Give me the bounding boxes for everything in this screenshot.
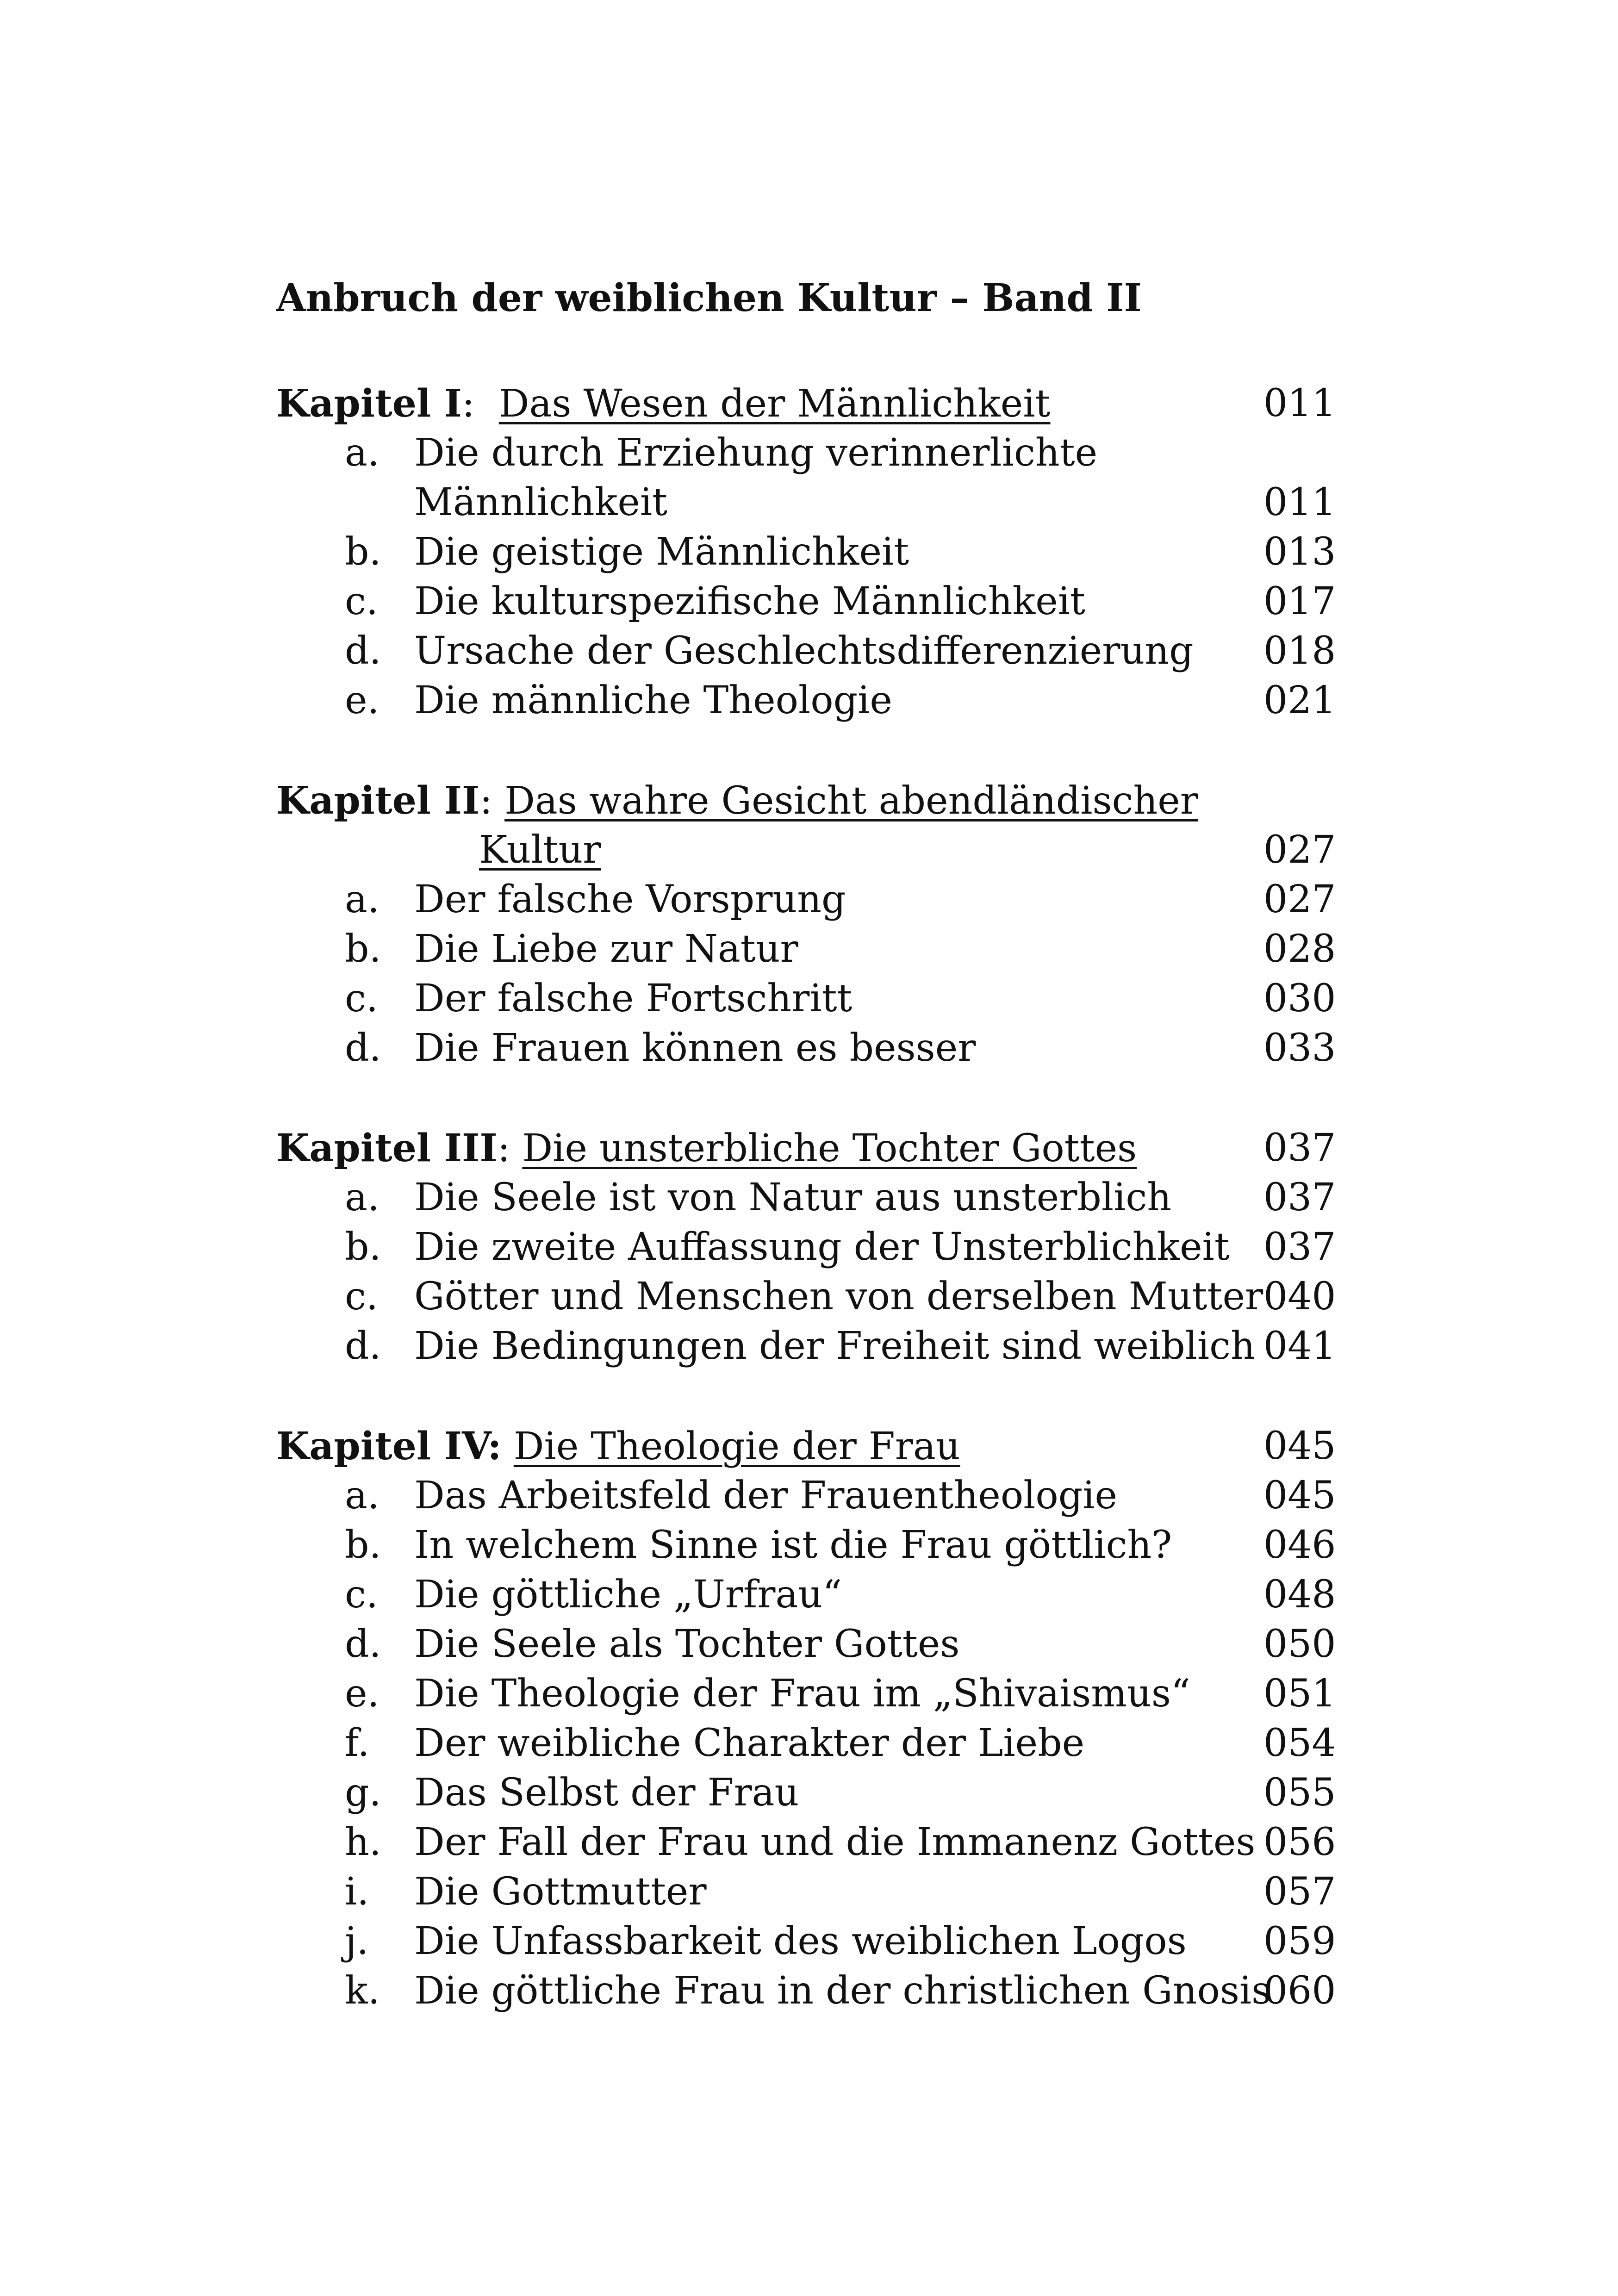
entry-letter: c. (345, 1573, 378, 1617)
toc-entry (0, 527, 1618, 577)
toc-entry (0, 1916, 1618, 1966)
entry-title: Die geistige Männlichkeit (414, 530, 909, 574)
toc-entry (0, 1817, 1618, 1867)
toc-entry (0, 428, 1618, 478)
chapter-label: Kapitel IV: (276, 1424, 502, 1468)
entry-page-number: 030 (1263, 977, 1336, 1020)
toc-entry (0, 1867, 1618, 1917)
toc-entry (0, 875, 1618, 925)
chapter-heading-row (0, 825, 1618, 875)
entry-title: Die männliche Theologie (414, 678, 892, 722)
entry-title: Die Seele als Tochter Gottes (414, 1622, 960, 1666)
chapter-page-number: 037 (1263, 1126, 1336, 1170)
toc-entry (0, 1520, 1618, 1570)
entry-page-number: 059 (1263, 1919, 1336, 1963)
toc-entry (0, 974, 1618, 1024)
document-title: Anbruch der weiblichen Kultur – Band II (276, 276, 1142, 320)
chapter-page-number: 027 (1263, 828, 1336, 872)
entry-page-number: 040 (1263, 1275, 1336, 1319)
chapter-title: Das Wesen der Männlichkeit (498, 382, 1051, 426)
entry-letter: d. (345, 1324, 381, 1368)
toc-entry (0, 1669, 1618, 1719)
entry-title: Die zweite Auffassung der Unsterblichkeit (414, 1225, 1230, 1269)
chapter-title-continuation: Kultur (479, 828, 601, 872)
entry-page-number: 051 (1263, 1672, 1336, 1716)
entry-page-number: 021 (1263, 678, 1336, 722)
entry-page-number: 045 (1263, 1474, 1336, 1518)
entry-page-number: 037 (1263, 1176, 1336, 1220)
chapter-separator: : (497, 1126, 510, 1170)
toc-entry (0, 1471, 1618, 1521)
chapter-title: Das wahre Gesicht abendländischer (504, 779, 1199, 823)
toc-entry (0, 676, 1618, 726)
toc-entry (0, 577, 1618, 627)
entry-title: Die göttliche „Urfrau“ (414, 1573, 842, 1617)
entry-letter: j. (345, 1919, 369, 1963)
entry-title: Die Unfassbarkeit des weiblichen Logos (414, 1919, 1187, 1963)
entry-title: Die Seele ist von Natur aus unsterblich (414, 1176, 1172, 1220)
toc-entry (0, 1570, 1618, 1620)
entry-page-number: 028 (1263, 927, 1336, 971)
entry-page-number: 057 (1263, 1870, 1336, 1914)
entry-letter: c. (345, 579, 378, 623)
entry-letter: k. (345, 1969, 380, 2013)
entry-title: Die Bedingungen der Freiheit sind weiblich (414, 1324, 1255, 1368)
toc-entry (0, 1222, 1618, 1272)
entry-title: Männlichkeit (414, 480, 668, 524)
entry-page-number: 018 (1263, 629, 1336, 673)
entry-page-number: 017 (1263, 579, 1336, 623)
entry-letter: b. (345, 530, 381, 574)
entry-page-number: 050 (1263, 1622, 1336, 1666)
entry-page-number: 056 (1263, 1820, 1336, 1864)
entry-title: Der falsche Vorsprung (414, 877, 846, 921)
entry-letter: i. (345, 1870, 369, 1914)
entry-letter: d. (345, 1622, 381, 1666)
entry-letter: g. (345, 1771, 381, 1815)
entry-letter: d. (345, 629, 381, 673)
chapter-separator: : (462, 382, 475, 426)
entry-title: Die Gottmutter (414, 1870, 707, 1914)
entry-letter: b. (345, 1225, 381, 1269)
entry-page-number: 011 (1263, 480, 1336, 524)
chapter-heading (276, 379, 1051, 429)
chapter-heading-row (0, 776, 1618, 826)
entry-title: Der falsche Fortschritt (414, 977, 853, 1020)
entry-page-number: 046 (1263, 1523, 1336, 1567)
entry-title: Die durch Erziehung verinnerlichte (414, 431, 1098, 475)
entry-title: Der weibliche Charakter der Liebe (414, 1721, 1085, 1765)
entry-page-number: 037 (1263, 1225, 1336, 1269)
entry-letter: a. (345, 431, 380, 475)
entry-letter: b. (345, 1523, 381, 1567)
entry-letter: e. (345, 678, 380, 722)
entry-title: Das Arbeitsfeld der Frauentheologie (414, 1474, 1118, 1518)
toc-entry (0, 1321, 1618, 1371)
toc-entry (0, 1023, 1618, 1073)
chapter-label: Kapitel I (276, 381, 462, 426)
entry-page-number: 027 (1263, 877, 1336, 921)
entry-page-number: 060 (1263, 1969, 1336, 2013)
entry-letter: c. (345, 977, 378, 1020)
chapter-label: Kapitel III (276, 1126, 498, 1170)
entry-letter: b. (345, 927, 381, 971)
chapter-title: Die Theologie der Frau (513, 1425, 960, 1468)
entry-title: Ursache der Geschlechtsdifferenzierung (414, 629, 1194, 673)
toc-entry (0, 1173, 1618, 1223)
entry-letter: h. (345, 1820, 381, 1864)
toc-entry (0, 626, 1618, 676)
chapter-heading-row (0, 379, 1618, 429)
toc-entry (0, 1272, 1618, 1322)
chapter-heading (276, 776, 1198, 826)
chapter-heading (276, 1123, 1137, 1174)
entry-page-number: 048 (1263, 1573, 1336, 1617)
entry-letter: a. (345, 877, 380, 921)
entry-page-number: 033 (1263, 1026, 1336, 1070)
toc-entry (0, 1718, 1618, 1768)
chapter-label: Kapitel II (276, 778, 480, 823)
entry-title: Die kulturspezifische Männlichkeit (414, 579, 1085, 623)
toc-entry (0, 1966, 1618, 2016)
entry-title: Das Selbst der Frau (414, 1771, 799, 1815)
chapter-page-number: 045 (1263, 1424, 1336, 1468)
chapter-heading-row (0, 1421, 1618, 1471)
entry-title: Die Liebe zur Natur (414, 927, 798, 971)
chapter-heading (276, 1421, 960, 1472)
entry-letter: a. (345, 1474, 380, 1518)
entry-title: Götter und Menschen von derselben Mutter (414, 1275, 1263, 1319)
entry-title: Der Fall der Frau und die Immanenz Gottes (414, 1820, 1256, 1864)
entry-page-number: 055 (1263, 1771, 1336, 1815)
entry-page-number: 054 (1263, 1721, 1336, 1765)
chapter-title: Die unsterbliche Tochter Gottes (522, 1126, 1137, 1170)
toc-entry (0, 924, 1618, 974)
toc-entry (0, 1619, 1618, 1669)
entry-letter: d. (345, 1026, 381, 1070)
entry-page-number: 013 (1263, 530, 1336, 574)
entry-letter: c. (345, 1275, 378, 1319)
entry-title: Die Theologie der Frau im „Shivaismus“ (414, 1672, 1190, 1716)
toc-entry (0, 1768, 1618, 1818)
entry-title: Die göttliche Frau in der christlichen Gnosis (414, 1969, 1271, 2013)
chapter-heading-row (0, 1123, 1618, 1173)
entry-letter: e. (345, 1672, 380, 1716)
chapter-page-number: 011 (1263, 381, 1336, 425)
entry-letter: a. (345, 1176, 380, 1220)
entry-title: Die Frauen können es besser (414, 1026, 976, 1070)
chapter-separator: : (479, 779, 492, 823)
entry-page-number: 041 (1263, 1324, 1336, 1368)
entry-title: In welchem Sinne ist die Frau göttlich? (414, 1523, 1172, 1567)
toc-entry (0, 478, 1618, 528)
entry-letter: f. (345, 1721, 370, 1765)
